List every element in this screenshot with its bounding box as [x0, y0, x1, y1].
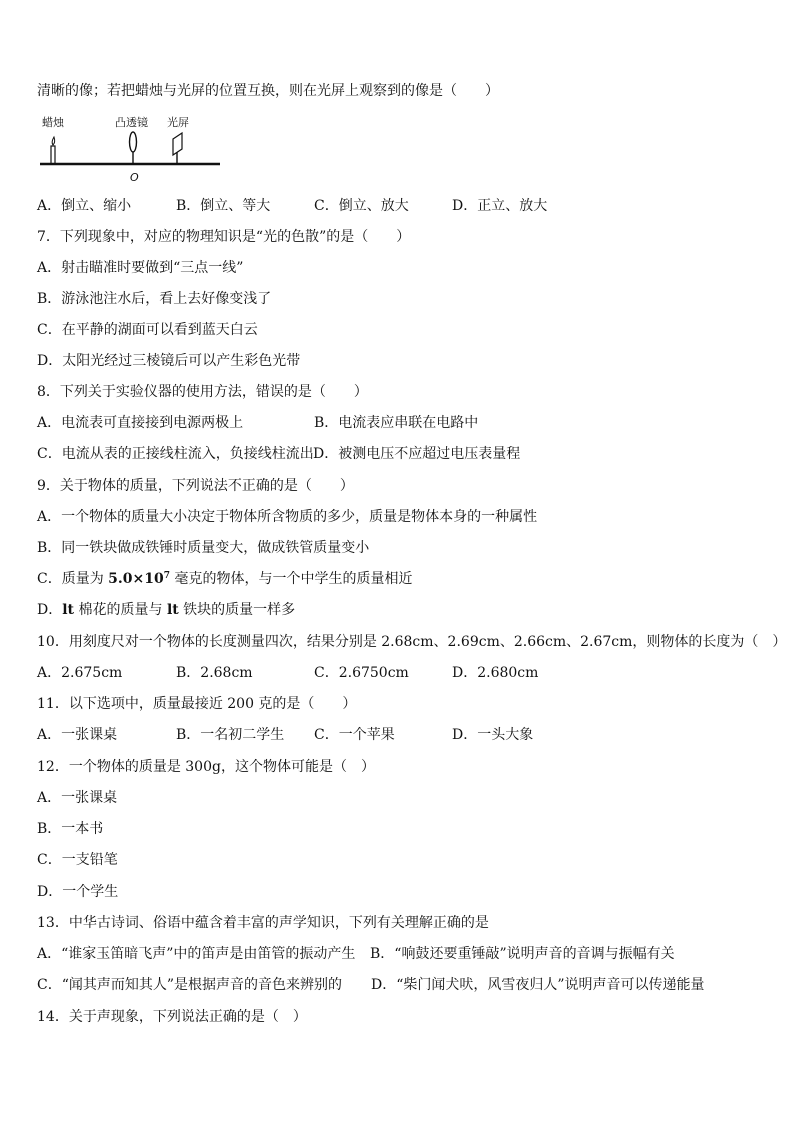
candle-label: 蜡烛 — [42, 116, 64, 129]
q14-stem: 14．关于声现象，下列说法正确的是（ ） — [37, 1009, 307, 1025]
q9-option-b: B．同一铁块做成铁锤时质量变大，做成铁管质量变小 — [37, 540, 370, 556]
q6-option-b: B．倒立、等大 — [176, 198, 271, 214]
lens-label: 凸透镜 — [115, 116, 148, 129]
q7-option-a: A．射击瞄准时要做到“三点一线” — [37, 260, 244, 276]
q9-c-prefix: C．质量为 — [37, 571, 109, 587]
q8-option-d: D．被测电压不应超过电压表量程 — [313, 446, 521, 462]
q8-option-a: A．电流表可直接接到电源两极上 — [37, 415, 244, 431]
q7-option-d: D．太阳光经过三棱镜后可以产生彩色光带 — [37, 353, 301, 369]
origin-label: O — [130, 171, 139, 184]
screen-label: 光屏 — [167, 116, 189, 129]
q11-option-c: C．一个苹果 — [314, 727, 395, 743]
q10-option-c: C．2.6750cm — [314, 665, 409, 681]
q13-option-b: B．“响鼓还要重锤敲”说明声音的音调与振幅有关 — [370, 946, 675, 962]
q9-d-suffix: 铁块的质量一样多 — [178, 602, 296, 618]
q8-option-b: B．电流表应串联在电路中 — [314, 415, 479, 431]
q6-option-c: C．倒立、放大 — [314, 198, 409, 214]
q9-c-value: 5.0×10 — [108, 571, 164, 587]
q10-option-d: D．2.680cm — [452, 665, 539, 681]
q7-option-b: B．游泳池注水后，看上去好像变浅了 — [37, 291, 272, 307]
q9-d-mid: 棉花的质量与 — [74, 602, 167, 618]
q6-option-d: D．正立、放大 — [452, 198, 548, 214]
q9-c-suffix: 毫克的物体，与一个中学生的质量相近 — [170, 571, 413, 587]
q12-option-a: A．一张课桌 — [37, 790, 118, 806]
light-screen-icon — [173, 133, 182, 164]
q9-d-prefix: D． — [37, 602, 63, 618]
q9-option-a: A．一个物体的质量大小决定于物体所含物质的多少，质量是物体本身的一种属性 — [37, 509, 538, 525]
q13-stem: 13．中华古诗词、俗语中蕴含着丰富的声学知识，下列有关理解正确的是 — [37, 915, 489, 931]
q11-option-b: B．一名初二学生 — [176, 727, 285, 743]
q12-option-b: B．一本书 — [37, 821, 104, 837]
q10-stem: 10．用刻度尺对一个物体的长度测量四次，结果分别是 2.68cm、2.69cm、2.66cm、2.67cm，则物体的长度为（ ） — [37, 634, 787, 650]
q9-d-unit-1: lt — [62, 602, 75, 618]
q9-c-exponent: 7 — [163, 571, 171, 581]
q9-d-unit-2: lt — [166, 602, 179, 618]
q13-option-a: A．“谁家玉笛暗飞声”中的笛声是由笛管的振动产生 — [37, 946, 356, 962]
q10-option-b: B．2.68cm — [176, 665, 253, 681]
q10-option-a: A．2.675cm — [37, 665, 123, 681]
q11-option-d: D．一头大象 — [452, 727, 534, 743]
q12-stem: 12．一个物体的质量是 300g，这个物体可能是（ ） — [37, 759, 375, 775]
q7-option-c: C．在平静的湖面可以看到蓝天白云 — [37, 322, 258, 338]
q7-stem: 7．下列现象中，对应的物理知识是“光的色散”的是（ ） — [37, 229, 411, 245]
q9-option-d — [37, 600, 295, 620]
q13-option-d: D．“柴门闻犬吠，风雪夜归人”说明声音可以传递能量 — [371, 977, 705, 993]
q8-stem: 8．下列关于实验仪器的使用方法，错误的是（ ） — [37, 384, 368, 400]
convex-lens-icon — [130, 132, 137, 164]
q6-optics-figure — [36, 112, 226, 184]
q12-option-d: D．一个学生 — [37, 884, 119, 900]
q12-option-c: C．一支铅笔 — [37, 852, 118, 868]
candle-icon — [51, 137, 55, 164]
q13-option-c: C．“闻其声而知其人”是根据声音的音色来辨别的 — [37, 977, 343, 993]
q6-stem: 清晰的像；若把蜡烛与光屏的位置互换，则在光屏上观察到的像是（ ） — [37, 83, 499, 99]
q9-option-c — [37, 569, 412, 589]
q11-option-a: A．一张课桌 — [37, 727, 118, 743]
q9-stem: 9．关于物体的质量，下列说法不正确的是（ ） — [37, 478, 354, 494]
q11-stem: 11．以下选项中，质量最接近 200 克的是（ ） — [37, 696, 357, 712]
q6-option-a: A．倒立、缩小 — [37, 198, 132, 214]
q8-option-c: C．电流从表的正接线柱流入，负接线柱流出 — [37, 446, 314, 462]
